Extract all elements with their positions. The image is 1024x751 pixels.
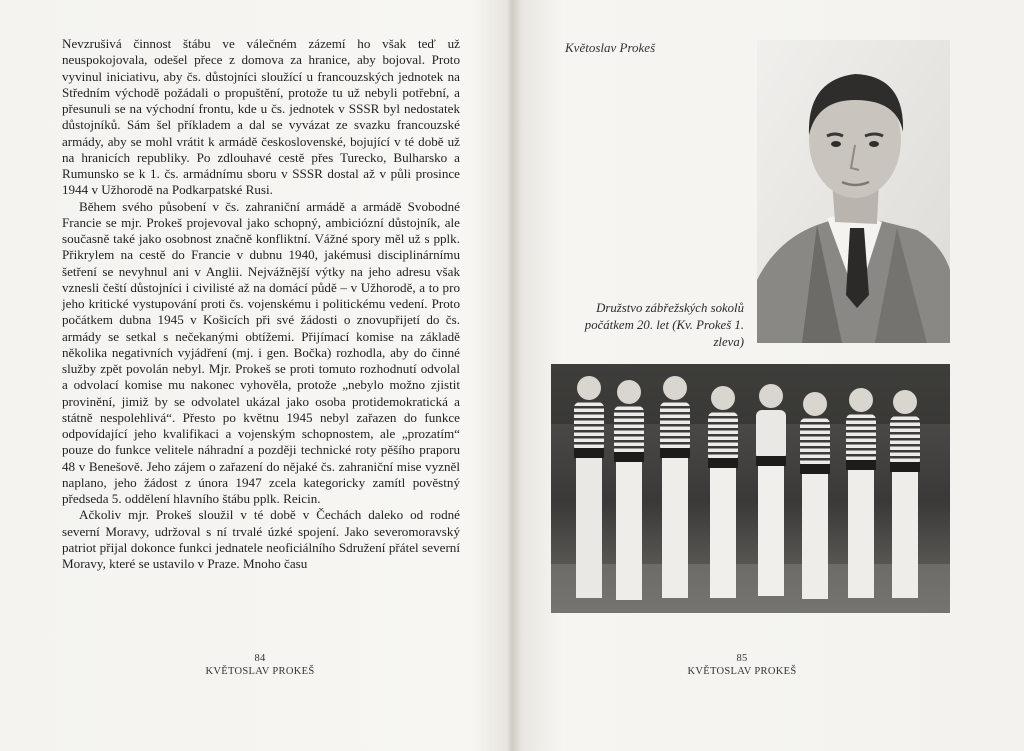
group-photo [551,364,950,613]
right-page [510,0,1024,751]
body-text [62,36,460,572]
paragraph-3: Ačkoliv mjr. Prokeš sloužil v té době v Čechách daleko od rodné severní Moravy, udržoval s ní trvalé úzké spojení. Jako severomoravský patriot přijal dokonce funkci jednatele neoficiálního Sdružení přátel severní Moravy, které se ustavilo v Praze. Mnoho času [62,507,460,571]
page-number: 85 [736,653,748,664]
group-photo-caption: Družstvo zábřežských sokolů počátkem 20. let (Kv. Prokeš 1. zleva) [584,301,744,349]
left-page [0,0,505,751]
paragraph-1: Nevzrušivá činnost štábu ve válečném zázemí ho však teď už neuspokojovala, odešel přece z domova za hranice, aby bojoval. Proto vyvinul iniciativu, aby čs. důstojníci sloužící u francouzských jednotek na Středním východě požádali o propuštění, protože tu už nebyli potřební, a přesunuli se na východní frontu, kde u čs. jednotek v SSSR byl nedostatek důstojníků. Sám šel příkladem a dal se vyvázat ze svazku francouzské armády, aby se mohl vrátit k armádě československé, bojující v té době už na hranicích republiky. Po zdlouhavé cestě přes Turecko, Bulharsko a Rumunsko se k 1. čs. armádnímu sboru v SSSR dostal až v půli prosince 1944 v Užhorodě na Podkarpatské Rusi. [62,36,460,198]
paragraph-2: Během svého působení v čs. zahraniční armádě a armádě Svobodné Francie se mjr. Prokeš projevoval jako schopný, ambiciózní důstojník, ale současně také jako osobnost značně konfliktní. Vážné spory měl už s pplk. Přikrylem na cestě do Francie v dubnu 1940, jakémusi disciplinárnímu šetření se nevyhnul ani v Anglii. Nejvážnější výtky na jeho adresu však vznesli čeští důstojníci i civilisté až na domácí půdě – v Užhorodě, a to pro jeho kritické vystupování proti čs. vojenskému i politickému vedení. Proto počátkem dubna 1945 v Košicích při své žádosti o znovupřijetí do čs. armády se setkal s nečekanými obtížemi. Přijímací komise na základě několika negativních vyjádření (mj. i gen. Bočka) rozhodla, aby do činné služby zpět povolán nebyl. Mjr. Prokeš se proti tomuto rozhodnutí odvolal a odvolací komise mu nakonec vyhověla, protože „nebylo možno zjistit provinění, jimiž by se odvolatel ukázal jako osoba protidemokratická a státně nespolehlivá“. Přesto po květnu 1945 nebyl zařazen do funkce odpovídající jeho kvalifikaci a vojenským schopnostem, ale „prozatím“ pouze do funkce velitele náhradní a později technické roty pěšího praporu 48 v Benešově. Jeho zájem o zařazení do nějaké čs. zahraniční mise vyzněl naplano, jeho žádost z února 1947 zcela kategoricky zamítl pověstný předseda 5. oddělení hlavního štábu pplk. Reicin. [62,198,460,506]
page-number: 84 [254,653,266,664]
running-footer: KVĚTOSLAV PROKEŠ [205,666,315,677]
right-folio [662,652,822,678]
portrait-photo [757,40,950,343]
portrait-caption: Květoslav Prokeš [565,40,656,55]
running-footer: KVĚTOSLAV PROKEŠ [687,666,797,677]
left-folio [180,652,340,678]
